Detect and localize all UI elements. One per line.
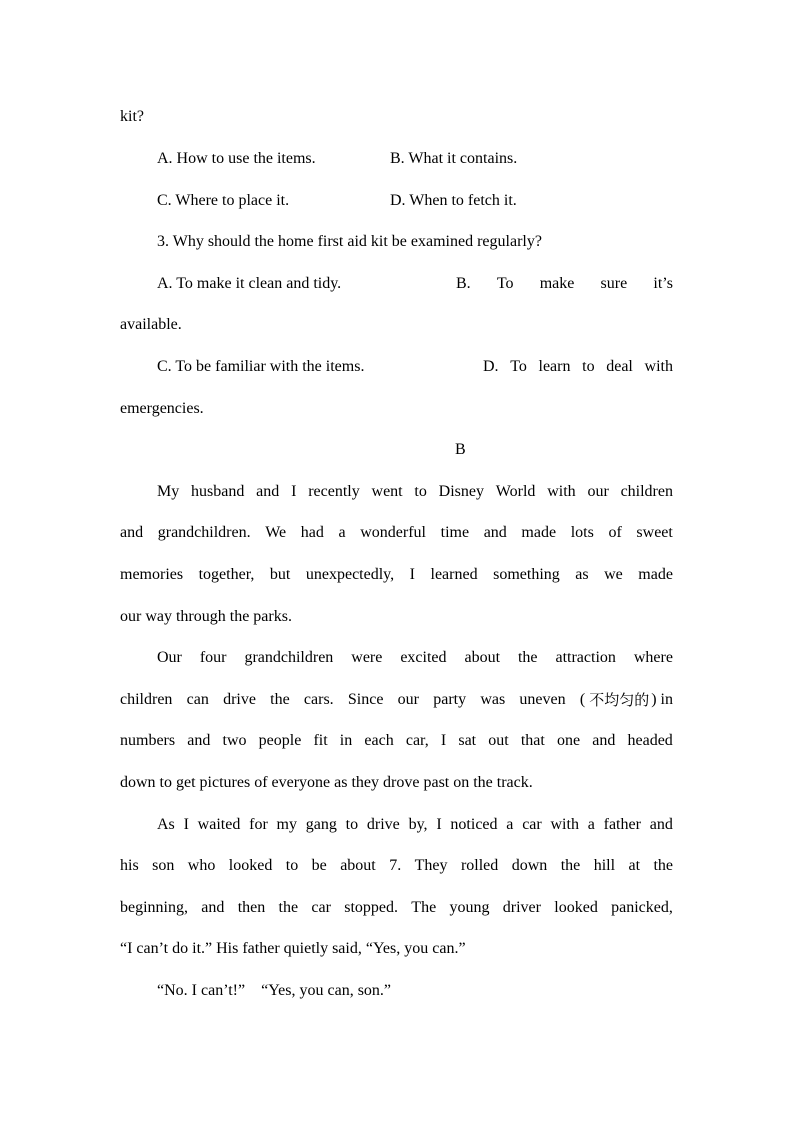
word: a	[506, 816, 514, 833]
word: numbers	[120, 732, 176, 749]
word: made	[521, 524, 557, 541]
q3-stem: 3. Why should the home first aid kit be examined regularly?	[157, 233, 542, 250]
word: unexpectedly,	[305, 566, 395, 583]
word: Disney	[438, 483, 484, 500]
word: the	[560, 857, 581, 874]
word: As	[157, 816, 175, 833]
word: to	[414, 483, 427, 500]
word: something	[493, 566, 560, 583]
word: each	[364, 732, 394, 749]
word: panicked,	[611, 899, 673, 916]
word: lots	[570, 524, 594, 541]
passage-line: our way through the parks.	[120, 608, 292, 625]
word: to	[345, 816, 359, 833]
word: in	[339, 732, 353, 749]
word: memories	[120, 566, 184, 583]
word: beginning,	[120, 899, 188, 916]
q2-option-c: C. Where to place it.	[157, 192, 290, 209]
word: Since	[347, 691, 384, 708]
word: with	[550, 816, 579, 833]
word: car,	[405, 732, 429, 749]
word: car	[522, 816, 542, 833]
word: my	[276, 816, 297, 833]
word: My	[157, 483, 180, 500]
q3-option-b-word: B.	[456, 275, 471, 292]
passage-line: down to get pictures of everyone as they drove past on the track.	[120, 774, 533, 791]
word: were	[351, 649, 383, 666]
q3-option-a: A. To make it clean and tidy.	[157, 275, 342, 292]
word: time	[440, 524, 470, 541]
word: the	[653, 857, 673, 874]
word: wonderful	[360, 524, 426, 541]
word: his	[120, 857, 139, 874]
word: to	[285, 857, 299, 874]
passage-line-part: ) in	[651, 691, 673, 708]
word: headed	[627, 732, 673, 749]
q3-option-d-tail: emergencies.	[120, 400, 204, 417]
word: I	[440, 732, 447, 749]
word: be	[311, 857, 327, 874]
word: about	[464, 649, 501, 666]
passage-line	[120, 856, 673, 876]
word: for	[249, 816, 268, 833]
word: recently	[308, 483, 360, 500]
word: I	[409, 566, 415, 583]
word: party	[433, 691, 467, 708]
q3-option-c: C. To be familiar with the items.	[157, 358, 365, 375]
word: four	[199, 649, 227, 666]
q3-option-d	[483, 357, 673, 377]
word: sat	[458, 732, 477, 749]
word: and	[592, 732, 616, 749]
word: learned	[430, 566, 478, 583]
word: a	[338, 524, 346, 541]
word: our	[587, 483, 609, 500]
word: 7.	[389, 857, 402, 874]
word: driver	[502, 899, 541, 916]
word: by,	[408, 816, 428, 833]
word: We	[265, 524, 287, 541]
word: cars.	[303, 691, 334, 708]
word: people	[258, 732, 302, 749]
word: of	[608, 524, 622, 541]
word: young	[449, 899, 490, 916]
q3-option-b	[456, 274, 673, 294]
word: World	[495, 483, 536, 500]
q2-option-b: B. What it contains.	[390, 150, 518, 167]
word: our	[397, 691, 419, 708]
q3-option-d-word: with	[644, 358, 673, 375]
word: grandchildren.	[157, 524, 251, 541]
passage-line	[120, 898, 673, 918]
passage-line-part	[120, 690, 589, 710]
word: with	[547, 483, 576, 500]
word: children	[620, 483, 673, 500]
word: (	[579, 691, 586, 708]
word: drive	[366, 816, 400, 833]
passage-line: “No. I can’t!” “Yes, you can, son.”	[157, 982, 392, 999]
q2-option-d: D. When to fetch it.	[390, 192, 517, 209]
word: had	[300, 524, 324, 541]
q3-option-b-word: To	[496, 275, 514, 292]
q3-option-b-word: make	[539, 275, 575, 292]
word: who	[187, 857, 216, 874]
word: children	[120, 691, 173, 708]
word: out	[488, 732, 509, 749]
passage-line	[157, 482, 673, 502]
word: the	[278, 899, 299, 916]
word: down	[511, 857, 548, 874]
word: husband	[191, 483, 245, 500]
word: went	[371, 483, 403, 500]
word: we	[604, 566, 623, 583]
word: can	[186, 691, 209, 708]
q3-option-b-word: it’s	[653, 275, 673, 292]
word: at	[628, 857, 641, 874]
word: then	[237, 899, 266, 916]
word: stopped.	[344, 899, 398, 916]
passage-line	[120, 523, 673, 543]
word: They	[414, 857, 448, 874]
word: excited	[400, 649, 447, 666]
word: car	[311, 899, 331, 916]
word: grandchildren	[244, 649, 334, 666]
word: I	[183, 816, 189, 833]
word: and	[256, 483, 280, 500]
q3-option-d-word: learn	[538, 358, 571, 375]
word: fit	[313, 732, 328, 749]
word: the	[517, 649, 538, 666]
passage-line: “I can’t do it.” His father quietly said, “Yes, you can.”	[120, 940, 466, 957]
passage-line	[157, 648, 673, 668]
word: attraction	[555, 649, 616, 666]
word: father	[603, 816, 641, 833]
word: and	[120, 524, 144, 541]
word: where	[633, 649, 673, 666]
word: The	[411, 899, 437, 916]
q3-option-d-word: To	[510, 358, 527, 375]
word: that	[520, 732, 545, 749]
word: and	[201, 899, 225, 916]
word: Our	[157, 649, 182, 666]
q3-option-b-word: sure	[600, 275, 628, 292]
q3-option-b-tail: available.	[120, 316, 182, 333]
question-2-tail: kit?	[120, 108, 144, 125]
word: as	[575, 566, 589, 583]
word: a	[587, 816, 595, 833]
word: two	[222, 732, 247, 749]
word: I	[291, 483, 297, 500]
word: son	[152, 857, 175, 874]
word: noticed	[450, 816, 498, 833]
passage-line-mixed	[120, 690, 673, 710]
word: looked	[554, 899, 598, 916]
word: looked	[228, 857, 273, 874]
word: hill	[593, 857, 616, 874]
passage-line	[157, 815, 673, 835]
word: but	[269, 566, 291, 583]
word: and	[483, 524, 507, 541]
passage-line	[120, 565, 673, 585]
q3-option-d-word: deal	[606, 358, 633, 375]
section-label: B	[455, 441, 466, 458]
word: I	[436, 816, 442, 833]
word: rolled	[460, 857, 499, 874]
word: together,	[198, 566, 255, 583]
word: waited	[197, 816, 241, 833]
word: drive	[223, 691, 256, 708]
word: sweet	[636, 524, 673, 541]
chinese-gloss: 不均匀的	[589, 691, 650, 709]
passage-line	[120, 731, 673, 751]
word: one	[557, 732, 581, 749]
word: and	[649, 816, 673, 833]
word: made	[638, 566, 673, 583]
q2-option-a: A. How to use the items.	[157, 150, 316, 167]
word: uneven	[519, 691, 566, 708]
q3-option-d-word: D.	[483, 358, 499, 375]
word: and	[187, 732, 211, 749]
word: was	[480, 691, 506, 708]
word: the	[270, 691, 290, 708]
word: gang	[305, 816, 337, 833]
q3-option-d-word: to	[582, 358, 595, 375]
word: about	[340, 857, 376, 874]
